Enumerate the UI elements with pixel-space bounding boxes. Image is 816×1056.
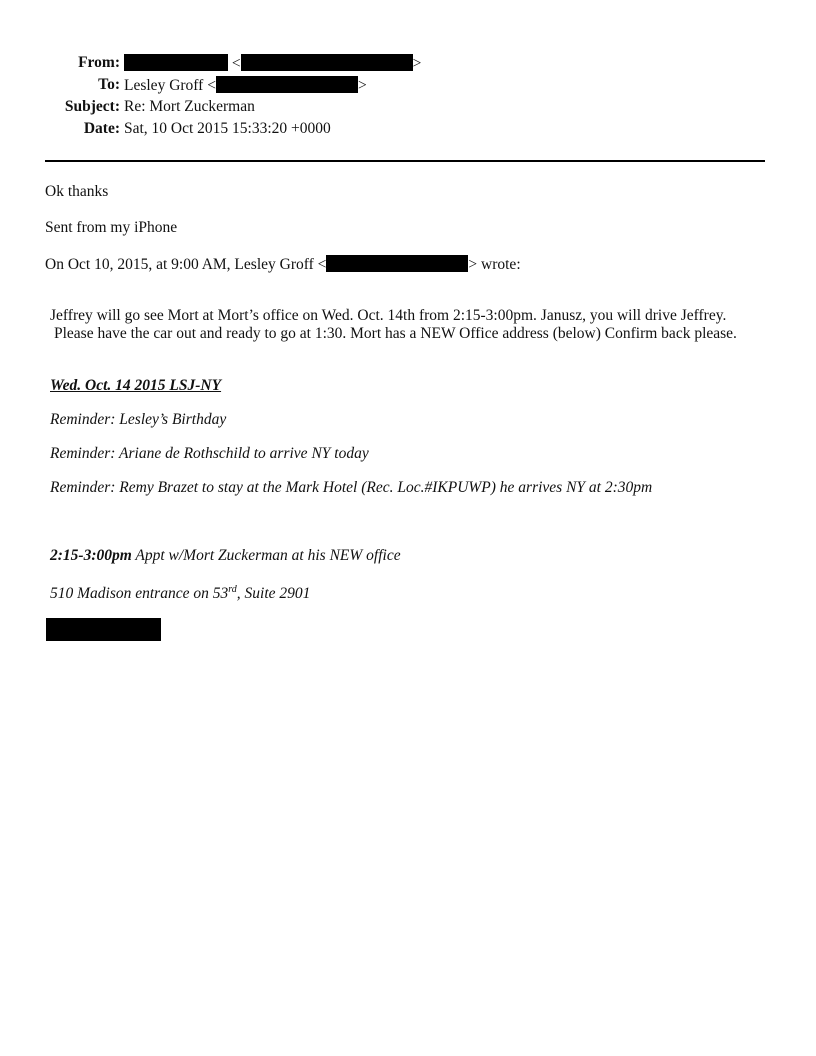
signature-text: Sent from my iPhone (45, 219, 178, 236)
from-value (124, 54, 421, 73)
angle-open: < (231, 55, 241, 72)
schedule-heading: Wed. Oct. 14 2015 LSJ-NY (50, 377, 222, 394)
to-label: To: (98, 76, 120, 93)
to-name: Lesley Groff (124, 77, 204, 94)
redacted-block (46, 618, 161, 641)
redacted-sender-name (124, 54, 228, 71)
quote-intro-end: > wrote: (468, 256, 521, 273)
appointment-time: 2:15-3:00pm (50, 547, 132, 564)
quoted-line-2: Please have the car out and ready to go at 1:30. Mort has a NEW Office address (below) Confirm back please. (54, 325, 737, 342)
redacted-sender-email (241, 54, 413, 71)
quote-intro (45, 255, 521, 274)
redacted-quoted-email (326, 255, 468, 272)
angle-open: < (207, 77, 216, 94)
quoted-line-1: Jeffrey will go see Mort at Mort’s office on Wed. Oct. 14th from 2:15-3:00pm. Janusz, you will drive Jeffrey. (50, 307, 727, 324)
reply-text: Ok thanks (45, 183, 109, 200)
address-line (50, 585, 310, 603)
angle-close: > (412, 55, 422, 72)
appointment-line (50, 547, 401, 565)
reminder-3: Reminder: Remy Brazet to stay at the Mark Hotel (Rec. Loc.#IKPUWP) he arrives NY at 2:30pm (50, 479, 653, 496)
subject-value: Re: Mort Zuckerman (124, 98, 255, 115)
to-value (124, 76, 367, 95)
redacted-recipient-email (216, 76, 358, 93)
quote-intro-start: On Oct 10, 2015, at 9:00 AM, Lesley Groff < (45, 256, 327, 273)
date-label: Date: (83, 120, 120, 137)
address-ordinal: rd (228, 584, 237, 595)
from-label: From: (78, 54, 120, 71)
reminder-1: Reminder: Lesley’s Birthday (50, 411, 227, 428)
date-value: Sat, 10 Oct 2015 15:33:20 +0000 (124, 120, 331, 137)
address-start: 510 Madison entrance on 53 (50, 585, 229, 602)
angle-close: > (357, 77, 367, 94)
subject-label: Subject: (64, 98, 120, 115)
address-end: , Suite 2901 (236, 585, 311, 602)
appointment-text: Appt w/Mort Zuckerman at his NEW office (131, 547, 401, 564)
header-divider (45, 160, 765, 162)
reminder-2: Reminder: Ariane de Rothschild to arrive NY today (50, 445, 369, 462)
